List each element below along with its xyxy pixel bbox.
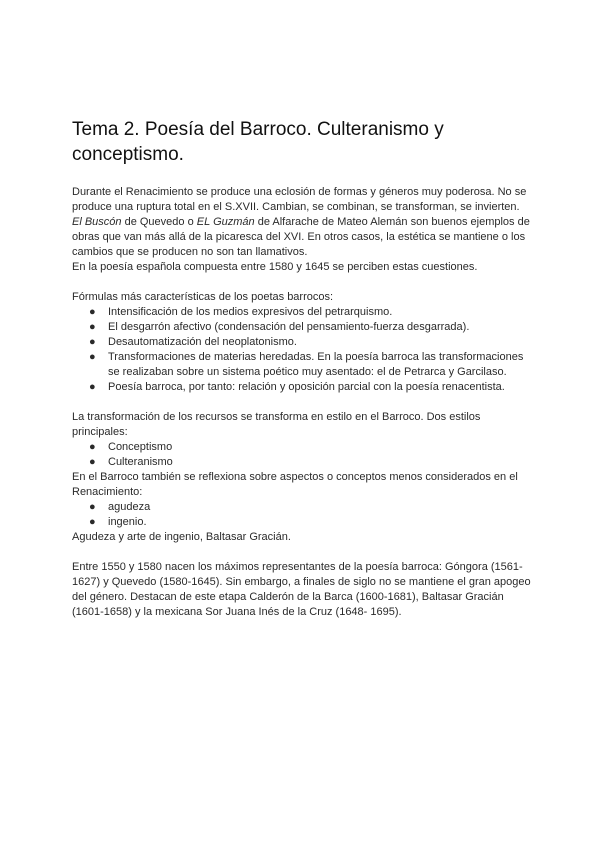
list-item-text: agudeza bbox=[108, 501, 151, 513]
paragraph-spacer bbox=[72, 395, 532, 410]
bullet-icon: ● bbox=[89, 336, 96, 348]
bullet-icon: ● bbox=[89, 351, 96, 363]
bullet-icon: ● bbox=[89, 321, 96, 333]
intro-paragraph-3: En la poesía española compuesta entre 1580 y 1645 se perciben estas cuestiones. bbox=[72, 261, 478, 273]
work-title-buscon: El Buscón bbox=[72, 216, 122, 228]
bullet-icon: ● bbox=[89, 456, 96, 468]
styles-list bbox=[72, 440, 532, 470]
document-title: Tema 2. Poesía del Barroco. Culteranismo y conceptismo. bbox=[72, 119, 444, 165]
document-body bbox=[72, 185, 532, 620]
list-item bbox=[72, 515, 532, 530]
reflection-list bbox=[72, 500, 532, 530]
formulas-heading: Fórmulas más características de los poetas barrocos: bbox=[72, 291, 334, 303]
list-item-text: Desautomatización del neoplatonismo. bbox=[108, 336, 297, 348]
list-item-text: ingenio. bbox=[108, 516, 147, 528]
list-item bbox=[72, 335, 532, 350]
work-title-guzman: EL Guzmán bbox=[196, 216, 255, 228]
list-item bbox=[72, 380, 532, 395]
bullet-icon: ● bbox=[89, 306, 96, 318]
intro-paragraph-2 bbox=[72, 215, 532, 260]
list-item-text: Transformaciones de materias heredadas. En la poesía barroca las transformaciones se realizaban sobre un sistema poético muy asentado: el de Petrarca y Garcilaso. bbox=[108, 351, 524, 378]
list-item bbox=[72, 440, 532, 455]
list-item bbox=[72, 320, 532, 335]
list-item-text: El desgarrón afectivo (condensación del pensamiento-fuerza desgarrada). bbox=[108, 321, 470, 333]
styles-heading: La transformación de los recursos se transforma en estilo en el Barroco. Dos estilos principales: bbox=[72, 411, 481, 438]
list-item-text: Poesía barroca, por tanto: relación y oposición parcial con la poesía renacentista. bbox=[108, 381, 505, 393]
paragraph-spacer bbox=[72, 275, 532, 290]
list-item-text: Intensificación de los medios expresivos del petrarquismo. bbox=[108, 306, 393, 318]
intro-text-segment: de Alfarache de Mateo Alemán son buenos ejemplos de obras que van más allá de la picaresca del XVI. En otros casos, la estética se mantiene o los cambios que se producen no son tan llamativos. bbox=[72, 216, 530, 258]
intro-paragraph-1: Durante el Renacimiento se produce una eclosión de formas y géneros muy poderosa. No se produce una ruptura total en el S.XVII. Cambian, se combinan, se transforman, se invierten. bbox=[72, 186, 527, 213]
list-item bbox=[72, 350, 532, 380]
authors-paragraph: Entre 1550 y 1580 nacen los máximos representantes de la poesía barroca: Góngora (1561-1627) y Quevedo (1580-1645). Sin embargo, a finales de siglo no se mantiene el gran apogeo del género. Destacan de este etapa Calderón de la Barca (1600-1681), Baltasar Gracián (1601-1658) y la mexicana Sor Juana Inés de la Cruz (1648- 1695). bbox=[72, 561, 531, 618]
bullet-icon: ● bbox=[89, 441, 96, 453]
bullet-icon: ● bbox=[89, 501, 96, 513]
reflection-closing: Agudeza y arte de ingenio, Baltasar Gracián. bbox=[72, 531, 291, 543]
list-item-text: Conceptismo bbox=[108, 441, 173, 453]
formulas-list bbox=[72, 305, 532, 395]
list-item-text: Culteranismo bbox=[108, 456, 173, 468]
list-item bbox=[72, 455, 532, 470]
bullet-icon: ● bbox=[89, 381, 96, 393]
reflection-heading: En el Barroco también se reflexiona sobre aspectos o conceptos menos considerados en el Renacimiento: bbox=[72, 471, 518, 498]
list-item bbox=[72, 500, 532, 515]
list-item bbox=[72, 305, 532, 320]
bullet-icon: ● bbox=[89, 516, 96, 528]
paragraph-spacer bbox=[72, 545, 532, 560]
intro-text-segment: de Quevedo o bbox=[121, 216, 197, 228]
